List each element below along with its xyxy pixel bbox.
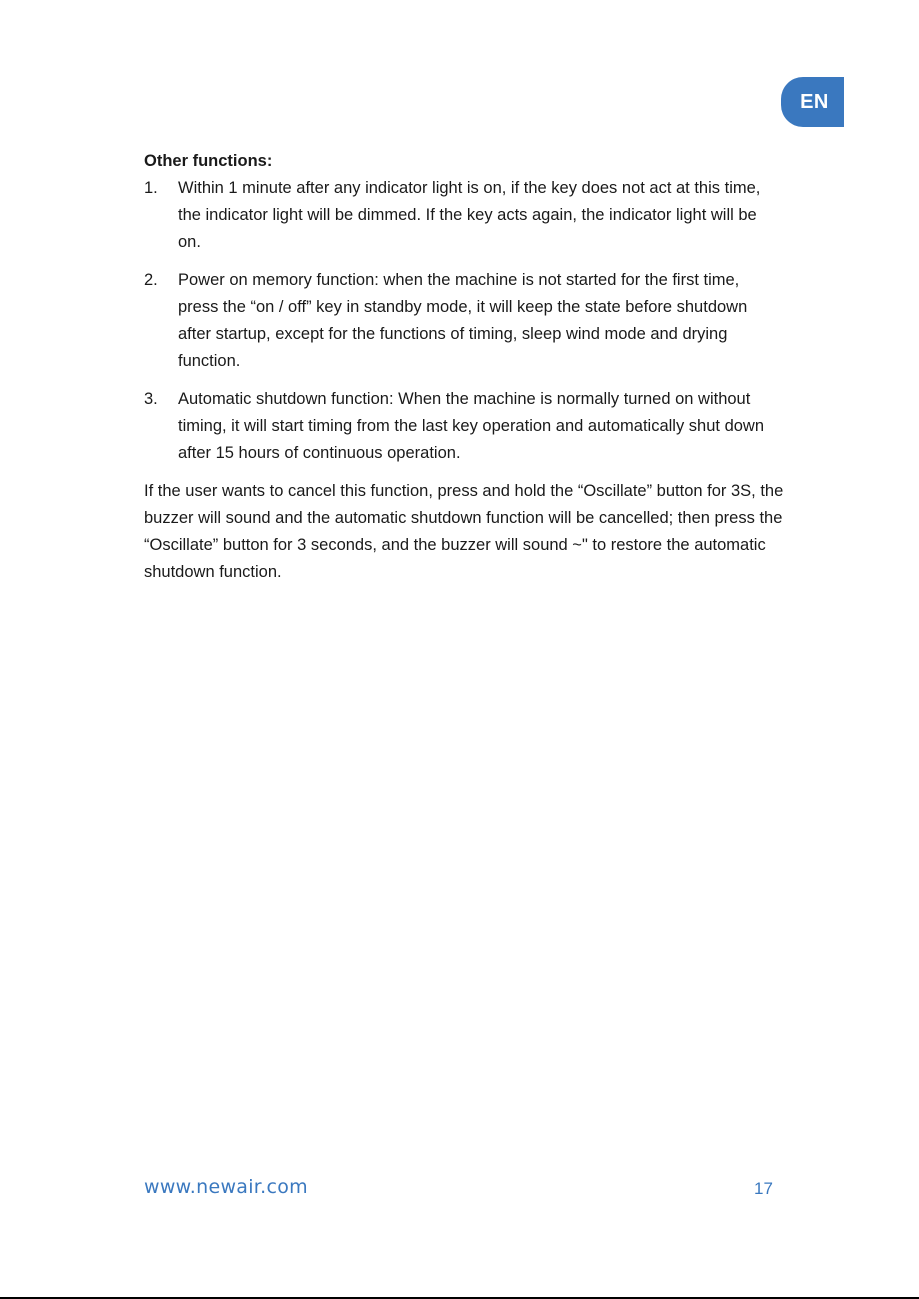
list-item [144, 175, 784, 256]
section-title: Other functions: [144, 152, 273, 170]
list-item-number: 3. [144, 390, 158, 408]
list-item-number: 1. [144, 179, 158, 197]
main-content [144, 148, 784, 586]
footer-website-link[interactable]: www.newair.com [144, 1176, 308, 1198]
page-number: 17 [754, 1179, 773, 1198]
list-item-text: Power on memory function: when the machine is not started for the first time, press the “on / off” key in standby mode, it will keep the state before shutdown after startup, except for the functions of timing, sleep wind mode and drying function. [178, 271, 748, 370]
list-item [144, 267, 784, 375]
list-item-number: 2. [144, 271, 158, 289]
list-item-text: Automatic shutdown function: When the machine is normally turned on without timing, it will start timing from the last key operation and automatically shut down after 15 hours of continuous operation. [178, 390, 765, 462]
functions-list [144, 175, 784, 467]
language-tab: EN [781, 77, 844, 127]
list-item-text: Within 1 minute after any indicator light is on, if the key does not act at this time, the indicator light will be dimmed. If the key acts again, the indicator light will be on. [178, 179, 761, 251]
cancel-instructions-paragraph: If the user wants to cancel this function, press and hold the “Oscillate” button for 3S, the buzzer will sound and the automatic shutdown function will be cancelled; then press the “Oscillate” button for 3 seconds, and the buzzer will sound ~" to restore the automatic shutdown function. [144, 482, 784, 581]
list-item [144, 386, 784, 467]
